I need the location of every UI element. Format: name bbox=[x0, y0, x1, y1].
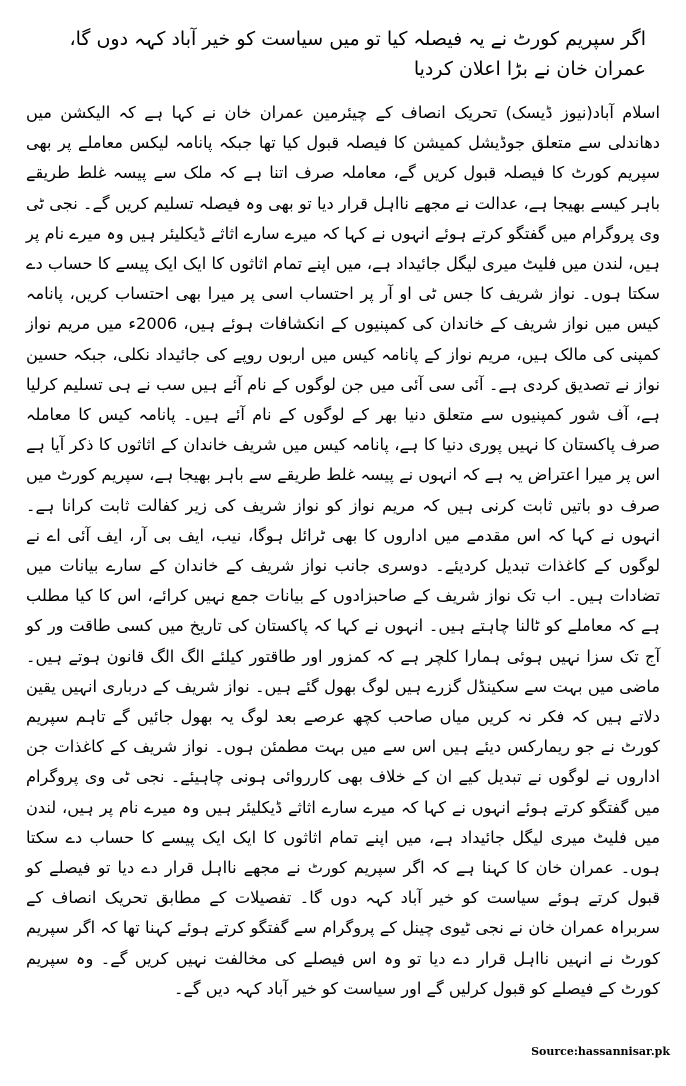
article-body: اسلام آباد(نیوز ڈیسک) تحریک انصاف کے چیئرمین عمران خان نے کہا ہے کہ الیکشن میں دھاندلی سے متعلق جوڈیشل کمیشن کا فیصلہ قبول کیا تھا جبکہ پانامہ لیکس معاملے پر بھی سپریم کورٹ کا فیصلہ قبول کریں گے، معاملہ صرف اتنا ہے کہ ملک سے پیسہ غلط طریقے باہر کیسے بھیجا ہے، عدالت نے مجھے نااہل قرار دیا تو بھی وہ فیصلہ تسلیم کریں گے۔ نجی ٹی وی پروگرام میں گفتگو کرتے ہوئے انہوں نے کہا کہ میرے سارے اثاثے ڈیکلیئر ہیں وہ میرے نام پر ہیں، لندن میں فلیٹ میری لیگل جائیداد ہے، میں اپنے تمام اثاثوں کا ایک ایک پیسے کا حساب دے سکتا ہوں۔ نواز شریف کا جس ٹی او آر پر احتساب اسی پر میرا بھی احتساب کریں، پانامہ کیس میں نواز شریف کے خاندان کی کمپنیوں کے انکشافات ہوئے ہیں، 2006ء میں مریم نواز کمپنی کی مالک ہیں، مریم نواز کے پانامہ کیس میں اربوں روپے کی جائیداد نکلی، جبکہ حسین نواز نے تصدیق کردی ہے۔ آئی سی آئی میں جن لوگوں کے نام آئے ہیں سب نے ہی تسلیم کرلیا ہے، آف شور کمپنیوں سے متعلق دنیا بھر کے لوگوں کے نام آئے ہیں۔ پانامہ کیس کا معاملہ صرف پاکستان کا نہیں پوری دنیا کا ہے، پانامہ کیس میں شریف خاندان کے اثاثوں کا ذکر آیا ہے اس پر میرا اعتراض یہ ہے کہ انہوں نے پیسہ غلط طریقے سے باہر بھیجا ہے، سپریم کورٹ میں صرف دو باتیں ثابت کرنی ہیں کہ مریم نواز کو نواز شریف کی زیر کفالت ثابت کرانا ہے۔ انہوں نے کہا کہ اس مقدمے میں اداروں کا بھی ٹرائل ہوگا، نیب، ایف بی آر، ایف آئی اے نے لوگوں کے کاغذات تبدیل کردیئے۔ دوسری جانب نواز شریف کے خاندان کے سارے بیانات میں تضادات ہیں۔ اب تک نواز شریف کے صاحبزادوں کے بیانات جمع نہیں کرائے، اس کا کیا مطلب ہے کہ معاملے کو ٹالنا چاہتے ہیں۔ انہوں نے کہا کہ پاکستان کی تاریخ میں کسی طاقت ور کو آج تک سزا نہیں ہوئی ہمارا کلچر ہے کہ کمزور اور طاقتور کیلئے الگ الگ قانون ہوتے ہیں۔ ماضی میں بہت سے سکینڈل گزرے ہیں لوگ بھول گئے ہیں۔ نواز شریف کے درباری انہیں یقین دلاتے ہیں کہ فکر نہ کریں میاں صاحب کچھ عرصے بعد لوگ یہ بھول جائیں گے تاہم سپریم کورٹ نے جو ریمارکس دیئے ہیں اس سے میں بہت مطمئن ہوں۔ نواز شریف کے کاغذات جن اداروں نے لوگوں نے تبدیل کیے ان کے خلاف بھی کارروائی ہونی چاہیئے۔ نجی ٹی وی پروگرام میں گفتگو کرتے ہوئے انہوں نے کہا کہ میرے سارے اثاثے ڈیکلیئر ہیں وہ میرے نام پر ہیں، لندن میں فلیٹ میری لیگل جائیداد ہے، میں اپنے تمام اثاثوں کا ایک ایک پیسے کا حساب دے سکتا ہوں۔ عمران خان کا کہنا ہے کہ اگر سپریم کورٹ نے مجھے نااہل قرار دے دیا تو فیصلے کو قبول کرتے ہوئے سیاست کو خیر آباد کہہ دوں گا۔ تفصیلات کے مطابق تحریک انصاف کے سربراہ عمران خان نے نجی ٹیوی چینل کے پروگرام سے گفتگو کرتے ہوئے کہنا تھا کہ اگر سپریم کورٹ نے انہیں نااہل قرار دے دیا تو وہ اس فیصلے کی مخالفت نہیں کریں گے۔ وہ سپریم کورٹ کے فیصلے کو قبول کرلیں گے اور سیاست کو خیر آباد کہہ دیں گے۔ bbox=[26, 103, 660, 998]
source-credit: Source:hassannisar.pk bbox=[531, 1045, 670, 1058]
article-headline: اگر سپریم کورٹ نے یہ فیصلہ کیا تو میں سیاست کو خیر آباد کہہ دوں گا، عمران خان نے بڑا اعلان کردیا bbox=[69, 28, 646, 80]
